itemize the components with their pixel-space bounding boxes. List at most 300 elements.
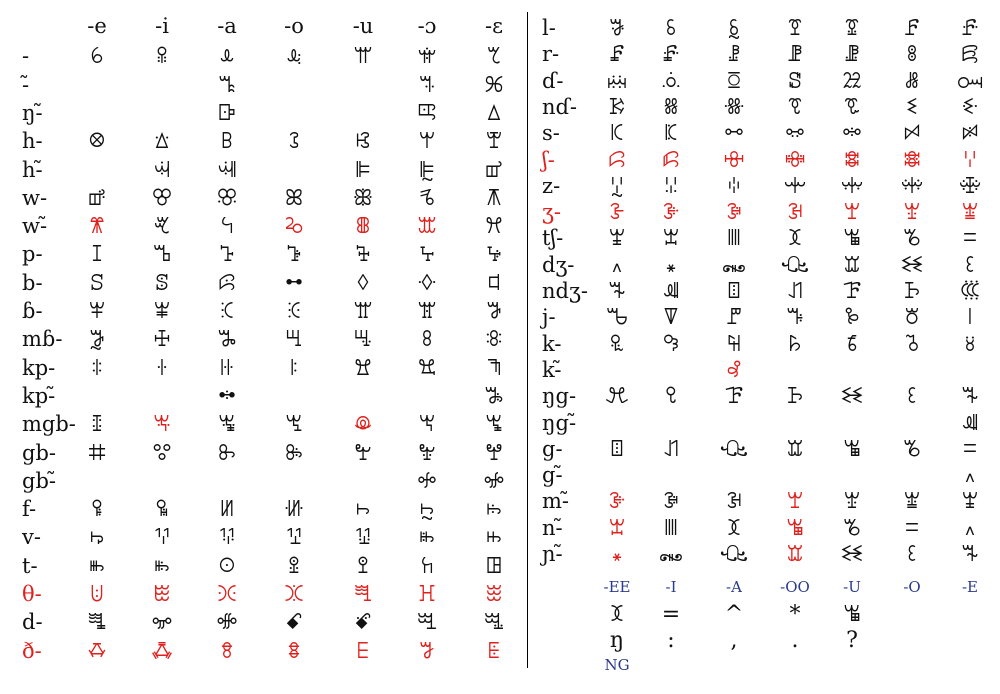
syllable-glyph: ꕉ xyxy=(156,44,168,70)
syllable-glyph: ꘎ xyxy=(611,542,623,567)
syllable-glyph: ꖰ xyxy=(418,525,436,551)
syllable-glyph: ꖗ xyxy=(285,412,303,438)
syllable-glyph: ꗄ xyxy=(354,610,372,636)
row-label: ɓ- xyxy=(22,299,43,323)
vowel-label: -U xyxy=(843,578,861,597)
syllable-glyph: ꖌ xyxy=(156,355,168,381)
row-label: nɗ- xyxy=(542,94,577,119)
syllable-glyph: ꗴ xyxy=(784,147,806,173)
syllable-glyph: ꖤ xyxy=(91,497,103,523)
syllable-glyph: ꖭ xyxy=(218,525,236,551)
syllable-glyph: ꖲ xyxy=(88,553,106,579)
syllable-glyph: ꘅ xyxy=(903,489,921,515)
syllable-glyph: ꗘ xyxy=(787,42,803,68)
syllable-glyph: ꘍ xyxy=(964,515,976,541)
syllable-glyph: ꗯ xyxy=(903,121,921,147)
vowel-label: -O xyxy=(903,578,921,597)
syllable-glyph: ꗒ xyxy=(844,16,860,41)
row-label: - xyxy=(22,44,30,69)
syllable-glyph: ꘋ xyxy=(842,515,862,541)
syllable-glyph: ꖫ xyxy=(89,525,105,551)
syllable-glyph: ꖋ xyxy=(91,355,103,381)
syllable-glyph: ꖾ xyxy=(418,582,436,607)
syllable-glyph: ꕧ xyxy=(485,185,503,211)
syllable-glyph: ꘇ xyxy=(662,226,680,252)
syllable-glyph: ꖢ xyxy=(416,468,438,494)
syllable-glyph: ꖅ xyxy=(153,327,171,353)
row-label: ŋg- xyxy=(542,384,577,409)
column-header: -u xyxy=(352,14,374,38)
syllable-glyph: ꖄ xyxy=(89,327,105,353)
syllable-glyph: ꖨ xyxy=(355,497,371,523)
punctuation-glyph: . xyxy=(791,628,799,654)
syllable-glyph: ꕶ xyxy=(90,270,104,296)
syllable-glyph: ꖼ xyxy=(283,582,305,607)
row-label: h- xyxy=(22,129,43,154)
syllable-glyph: ꖔ xyxy=(91,412,103,438)
syllable-glyph: ꖧ xyxy=(283,497,305,523)
syllable-glyph: ꗵ xyxy=(844,147,860,173)
syllable-glyph: ꖏ xyxy=(354,355,372,381)
syllable-glyph: ꘙ xyxy=(903,279,921,304)
row-label: tʃ- xyxy=(542,226,564,251)
syllable-glyph: ꖬ xyxy=(154,525,170,551)
syllable-glyph: ꕤ xyxy=(284,185,304,211)
syllable-glyph: ꗚ xyxy=(906,42,918,68)
row-label: -̃ xyxy=(22,72,30,97)
syllable-glyph: ꖕ xyxy=(152,412,172,438)
extra-glyph: ^ xyxy=(724,602,744,628)
syllable-glyph: ꗻ xyxy=(783,173,807,199)
syllable-glyph: ꖛ xyxy=(87,440,107,466)
syllable-glyph: ꕳ xyxy=(355,242,371,268)
vowel-label: -E xyxy=(961,578,979,597)
syllable-glyph: ꗟ xyxy=(788,68,802,94)
syllable-glyph: ꘁ xyxy=(663,489,679,515)
syllable-glyph: ꘋ xyxy=(902,436,922,462)
extra-glyph: * xyxy=(789,602,801,628)
syllable-glyph: ꗧ xyxy=(843,94,861,120)
syllable-glyph: ꖺ xyxy=(153,582,171,607)
syllable-glyph: ꘒ xyxy=(899,252,924,278)
syllable-glyph: ꖴ xyxy=(218,553,236,579)
syllable-glyph: ꗈ xyxy=(150,638,174,664)
syllable-glyph: ꖙ xyxy=(418,412,436,438)
syllable-glyph: ꘈ xyxy=(727,226,741,252)
syllable-glyph: ꕃ xyxy=(90,44,104,70)
syllable-glyph: ꘘ xyxy=(842,279,862,304)
syllable-glyph: ꖮ xyxy=(286,525,302,551)
syllable-glyph: ꕖ xyxy=(154,129,170,155)
syllable-glyph: ꘓ xyxy=(907,542,917,567)
syllable-glyph: ꘊ xyxy=(786,515,804,541)
syllable-glyph: ꕸ xyxy=(218,270,236,296)
syllable-glyph: ꖽ xyxy=(353,582,373,607)
syllable-glyph: ꖿ xyxy=(485,582,503,607)
syllable-glyph: ꗫ xyxy=(664,121,678,147)
syllable-glyph: ꖚ xyxy=(485,412,503,438)
syllable-glyph: ꗰ xyxy=(961,121,979,147)
syllable-glyph: ꖊ xyxy=(485,327,503,353)
row-label: f- xyxy=(22,497,37,522)
syllable-glyph: ꘅ xyxy=(961,200,979,226)
syllable-glyph: ꘑ xyxy=(843,252,861,278)
syllable-glyph: ꕘ xyxy=(288,129,300,155)
syllable-glyph: ꘔ xyxy=(961,384,979,410)
syllable-glyph: ꕏ xyxy=(218,72,236,98)
syllable-glyph: ꘎ xyxy=(665,252,677,278)
syllable-glyph: ꘍ xyxy=(964,463,976,489)
row-label: v- xyxy=(22,525,41,550)
syllable-glyph: ꘇ xyxy=(608,515,626,541)
row-label: mɓ- xyxy=(22,327,63,352)
syllable-glyph: ꕗ xyxy=(221,129,233,155)
syllable-glyph: ꗩ xyxy=(961,94,979,120)
syllable-glyph: ꘆ xyxy=(961,489,979,515)
syllable-glyph: ꗉ xyxy=(220,638,234,664)
syllable-glyph: ꕾ xyxy=(153,299,171,324)
syllable-glyph: ꖖ xyxy=(217,412,237,438)
vowel-label: -A xyxy=(726,578,742,597)
syllable-glyph: ꕜ xyxy=(153,157,171,183)
syllable-glyph: ꕑ xyxy=(484,72,504,98)
row-label: l- xyxy=(542,16,556,40)
syllable-glyph: ꘓ xyxy=(965,252,975,278)
syllable-glyph: ꖞ xyxy=(284,440,304,466)
syllable-glyph: ꖣ xyxy=(483,468,505,494)
syllable-glyph: ꖸ xyxy=(485,553,503,579)
syllable-glyph: ꘈ xyxy=(664,515,678,541)
syllable-glyph: ꕮ xyxy=(485,214,503,240)
syllable-glyph: ꗢ xyxy=(956,68,984,94)
syllable-glyph: ꗗ xyxy=(727,42,741,68)
extra-glyph: = xyxy=(661,602,681,628)
syllable-glyph: ꕫ xyxy=(284,214,304,240)
syllable-glyph: ꘖ xyxy=(610,436,624,462)
syllable-glyph: ꕚ xyxy=(418,129,436,155)
syllable-glyph: ꗁ xyxy=(151,610,173,636)
syllable-glyph: ꘣ xyxy=(662,331,680,357)
row-label: r- xyxy=(542,42,560,67)
syllable-glyph: ꕞ xyxy=(355,157,371,183)
row-label: ŋ-̃ xyxy=(22,100,43,125)
row-label: g- xyxy=(542,436,563,461)
row-label: θ- xyxy=(22,582,42,606)
extra-glyph: ꘊ xyxy=(843,602,861,628)
syllable-glyph: ꘨ xyxy=(964,331,976,357)
syllable-glyph: ꘠ xyxy=(904,305,920,331)
row-label: dʒ- xyxy=(542,252,575,277)
syllable-glyph: ꘁ xyxy=(726,200,742,226)
syllable-glyph: ꖩ xyxy=(419,497,435,523)
syllable-glyph: ꘏ xyxy=(721,252,747,278)
extra-glyph: ꘉ xyxy=(610,602,624,628)
punctuation-glyph: , xyxy=(730,628,738,654)
syllable-glyph: ꗕ xyxy=(608,42,626,68)
column-header: -ɔ xyxy=(417,14,437,38)
syllable-glyph: ꗽ xyxy=(900,173,924,199)
syllable-glyph: ꕒ xyxy=(217,100,237,126)
column-header: -e xyxy=(87,14,107,38)
syllable-glyph: ꘕ xyxy=(662,279,680,304)
syllable-glyph: ꘝ xyxy=(725,305,743,331)
syllable-glyph: ꘘ xyxy=(724,384,744,410)
row-label: gb-̃ xyxy=(22,468,56,493)
syllable-glyph: ꗊ xyxy=(287,638,301,664)
syllable-glyph: ꗇ xyxy=(87,638,107,664)
syllable-glyph: ꘂ xyxy=(787,200,803,226)
syllable-glyph: ꖜ xyxy=(152,440,172,466)
punctuation-glyph: ŋ xyxy=(609,628,625,654)
syllable-glyph: ꘐ xyxy=(780,252,810,278)
syllable-glyph: ꗓ xyxy=(903,16,921,41)
syllable-glyph: ꗎ xyxy=(608,16,626,41)
syllable-glyph: ꘃ xyxy=(786,489,804,515)
syllable-glyph: ꕌ xyxy=(353,44,373,70)
syllable-glyph: ꘂ xyxy=(726,489,742,515)
syllable-glyph: ꘀ xyxy=(608,489,626,515)
syllable-glyph: ꘗ xyxy=(663,436,679,462)
row-label: k- xyxy=(542,331,562,356)
syllable-glyph: ꘦ xyxy=(846,331,858,357)
row-label: w-̃ xyxy=(22,214,48,239)
syllable-glyph: ꘩ xyxy=(726,357,742,383)
syllable-glyph: ꘥ xyxy=(788,331,802,357)
syllable-glyph: ꘕ xyxy=(961,410,979,436)
syllable-glyph: ꖦ xyxy=(220,497,234,523)
syllable-glyph: ꗏ xyxy=(665,16,677,41)
syllable-glyph: ꘖ xyxy=(727,279,741,304)
syllable-glyph: ꗐ xyxy=(727,16,741,41)
syllable-glyph: ꘙ xyxy=(786,384,804,410)
syllable-glyph: ꘊ xyxy=(843,226,861,252)
syllable-glyph: ꘄ xyxy=(903,200,921,226)
row-label: ɲ-̃ xyxy=(542,542,563,566)
syllable-glyph: ꘍ xyxy=(611,252,623,278)
syllable-glyph: ꗛ xyxy=(961,42,979,68)
syllable-glyph: ꗔ xyxy=(960,16,980,41)
syllable-glyph: ꘄ xyxy=(843,489,861,515)
column-header: -a xyxy=(217,14,237,38)
syllable-glyph: ꗬ xyxy=(723,121,745,147)
syllable-glyph: ꗑ xyxy=(787,16,803,41)
syllable-glyph: ꗼ xyxy=(840,173,864,199)
syllable-glyph: ꘌ xyxy=(962,436,978,462)
syllable-glyph: ꕭ xyxy=(417,214,437,240)
syllable-glyph: ꖓ xyxy=(484,383,504,409)
syllable-glyph: ꗡ xyxy=(904,68,920,94)
syllable-glyph: ꕓ xyxy=(417,100,437,126)
syllable-glyph: ꕱ xyxy=(219,242,235,268)
syllable-glyph: ꕵ xyxy=(486,242,502,268)
syllable-glyph: ꕥ xyxy=(352,185,374,211)
syllable-glyph: ꗆ xyxy=(483,610,505,636)
row-label: ndʒ- xyxy=(542,279,588,303)
row-label: ʒ- xyxy=(542,200,561,225)
syllable-glyph: ꕊ xyxy=(219,44,235,70)
row-label: ɗ- xyxy=(542,68,564,93)
syllable-glyph: ꖶ xyxy=(357,553,369,579)
syllable-glyph: ꘛ xyxy=(605,305,629,331)
syllable-glyph: ꖀ xyxy=(286,299,302,324)
syllable-glyph: ꖂ xyxy=(417,299,437,324)
syllable-glyph: ꗭ xyxy=(784,121,806,147)
row-label: kp-̃ xyxy=(22,383,56,408)
syllable-glyph: ꗾ xyxy=(958,173,982,199)
syllable-glyph: ꘧ xyxy=(904,331,920,357)
syllable-glyph: ꗠ xyxy=(841,68,863,94)
syllable-glyph: ꘏ xyxy=(658,542,684,567)
syllable-glyph: ꘔ xyxy=(961,542,979,567)
syllable-glyph: ꕋ xyxy=(286,44,302,70)
syllable-glyph: ꗅ xyxy=(416,610,438,636)
syllable-glyph: ꘗ xyxy=(787,279,803,304)
syllable-glyph: ꗍ xyxy=(487,638,501,664)
row-label: gb- xyxy=(22,440,56,465)
syllable-glyph: ꗷ xyxy=(963,147,977,173)
syllable-glyph: ꘊ xyxy=(843,436,861,462)
row-label: d- xyxy=(22,610,43,635)
syllable-glyph: ꕼ xyxy=(487,270,501,296)
syllable-glyph: ꕺ xyxy=(356,270,370,296)
syllable-glyph: ꖉ xyxy=(421,327,433,353)
syllable-glyph: ꕷ xyxy=(155,270,169,296)
syllable-glyph: ꕿ xyxy=(219,299,235,324)
row-label: ŋg-̃ xyxy=(542,410,577,435)
syllable-glyph: ꕻ xyxy=(417,270,437,296)
syllable-glyph: ꖷ xyxy=(420,553,434,579)
syllable-glyph: ꘑ xyxy=(786,436,804,462)
syllable-glyph: ꕢ xyxy=(151,185,173,211)
syllable-glyph: ꕴ xyxy=(419,242,435,268)
syllable-glyph: ꘒ xyxy=(839,542,864,567)
row-label: h-̃ xyxy=(22,157,43,182)
syllable-glyph: ꗣ xyxy=(608,94,626,120)
syllable-glyph: ꗪ xyxy=(610,121,624,147)
syllable-glyph: ꘟ xyxy=(844,305,860,331)
syllable-glyph: ꘢ xyxy=(609,331,625,357)
syllable-glyph: ꘔ xyxy=(608,279,626,304)
row-label: w- xyxy=(22,185,48,210)
syllable-glyph: ꘫ xyxy=(664,384,678,410)
syllable-glyph: ꖳ xyxy=(153,553,171,579)
syllable-glyph: ꕡ xyxy=(87,185,107,211)
syllable-glyph: ꘪ xyxy=(604,384,630,410)
column-header: -i xyxy=(155,14,169,38)
syllable-glyph: ꗲ xyxy=(662,147,680,173)
row-label: ð- xyxy=(22,638,42,663)
syllable-glyph: ꖃ xyxy=(486,299,502,324)
syllable-glyph: ꖒ xyxy=(217,383,237,409)
syllable-glyph: ꖹ xyxy=(90,582,104,607)
syllable-glyph: ꗤ xyxy=(663,94,679,120)
syllable-glyph: ꖻ xyxy=(216,582,238,607)
syllable-glyph: ꘐ xyxy=(719,436,749,462)
syllable-glyph: ꖈ xyxy=(353,327,373,353)
syllable-glyph: ꕽ xyxy=(88,299,106,324)
syllable-glyph: ꖎ xyxy=(290,355,298,381)
syllable-glyph: ꖇ xyxy=(285,327,303,353)
syllable-glyph: ꕟ xyxy=(419,157,435,183)
syllable-glyph: ꕰ xyxy=(152,242,172,268)
syllable-glyph: ꕝ xyxy=(217,157,237,183)
punctuation-glyph: : xyxy=(667,628,675,654)
syllable-glyph: ꗨ xyxy=(905,94,919,120)
syllable-glyph: ꕩ xyxy=(153,214,171,240)
syllable-glyph: ꘉ xyxy=(788,226,802,252)
syllable-glyph: ꕣ xyxy=(216,185,238,211)
row-label: t- xyxy=(22,553,38,578)
syllable-glyph: ꕔ xyxy=(486,100,502,126)
syllable-glyph: ꖪ xyxy=(485,497,503,523)
syllable-glyph: ꖱ xyxy=(485,525,503,551)
syllable-glyph: ꕍ xyxy=(417,44,437,70)
syllable-glyph: ꖁ xyxy=(353,299,373,324)
syllable-glyph: ꗌ xyxy=(418,638,436,664)
row-label: b- xyxy=(22,270,43,295)
syllable-glyph: ꕯ xyxy=(91,242,103,268)
syllable-glyph: ꗸ xyxy=(610,173,624,199)
row-label: kp- xyxy=(22,355,56,380)
syllable-glyph: ꗺ xyxy=(727,173,741,199)
syllable-glyph: ꘃ xyxy=(843,200,861,226)
syllable-glyph: ꘜ xyxy=(662,305,680,331)
syllable-glyph: ꖟ xyxy=(354,440,372,466)
vowel-label: -I xyxy=(665,578,677,597)
syllable-glyph: ꕕ xyxy=(88,129,106,155)
row-label: s- xyxy=(542,121,560,146)
syllable-glyph: ꕎ xyxy=(486,44,502,70)
syllable-glyph: ꘓ xyxy=(907,384,917,410)
column-header: -o xyxy=(284,14,304,38)
syllable-glyph: ꕦ xyxy=(418,185,436,211)
ng-label: NG xyxy=(604,656,630,675)
vowel-label: -OO xyxy=(780,578,810,597)
syllable-glyph: ꘤ xyxy=(726,331,742,357)
column-header: -ɛ xyxy=(485,14,503,38)
syllable-glyph: ꖡ xyxy=(485,440,503,466)
syllable-glyph: ꗝ xyxy=(661,68,681,94)
syllable-glyph: ꕠ xyxy=(484,157,504,183)
syllable-glyph: ꖑ xyxy=(486,355,502,381)
syllable-glyph: ꗃ xyxy=(285,610,303,636)
syllable-glyph: ꗦ xyxy=(787,94,803,120)
syllable-glyph: ꘡ xyxy=(967,305,973,331)
syllable-glyph: ꕨ xyxy=(88,214,106,240)
syllable-glyph: ꖯ xyxy=(354,525,372,551)
syllable-glyph: ꕛ xyxy=(485,129,503,155)
syllable-glyph: ꖍ xyxy=(219,355,235,381)
row-label: p- xyxy=(22,242,43,267)
syllable-glyph: ꖝ xyxy=(217,440,237,466)
syllable-glyph: ꘐ xyxy=(719,542,749,567)
syllable-glyph: ꘒ xyxy=(839,384,864,410)
syllable-glyph: ꖐ xyxy=(417,355,437,381)
syllable-glyph: ꖘ xyxy=(353,412,373,438)
syllable-glyph: ꕲ xyxy=(286,242,302,268)
syllable-glyph: ꖆ xyxy=(217,327,237,353)
syllable-glyph: ꕪ xyxy=(220,214,234,240)
syllable-glyph: ꗜ xyxy=(606,68,628,94)
syllable-glyph: ꗹ xyxy=(664,173,678,199)
syllable-glyph: ꖵ xyxy=(288,553,300,579)
syllable-glyph: ꘆ xyxy=(608,226,626,252)
syllable-glyph: ꘉ xyxy=(727,515,741,541)
syllable-glyph: ꖠ xyxy=(418,440,436,466)
punctuation-glyph: ? xyxy=(846,628,858,654)
syllable-glyph: ꗥ xyxy=(723,94,745,120)
syllable-glyph: ꗋ xyxy=(356,638,370,664)
